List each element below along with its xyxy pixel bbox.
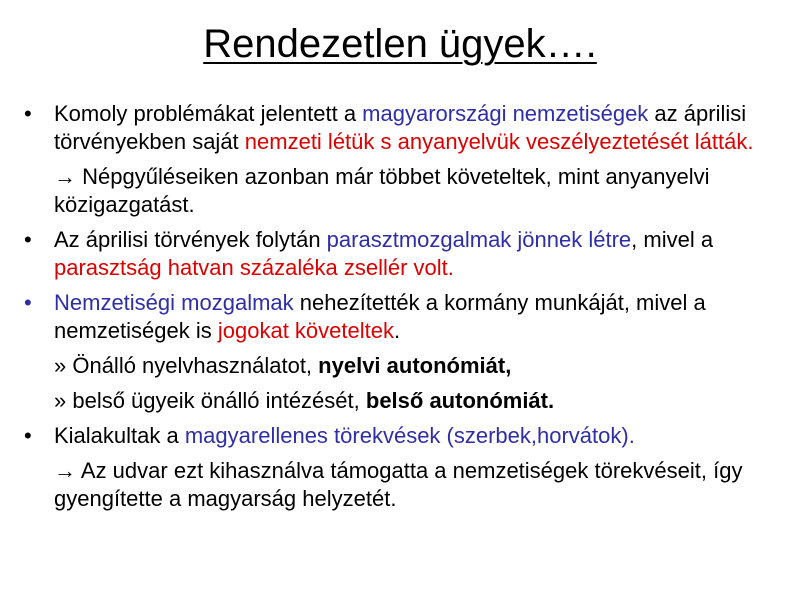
text-segment: magyarországi nemzetiségek — [362, 101, 649, 126]
text-segment: belső autonómiát. — [365, 388, 555, 413]
text-segment: parasztság hatvan százaléka zsellér volt. — [54, 255, 454, 280]
sub-item — [22, 387, 792, 415]
text-segment: » belső ügyeik önálló intézését, — [54, 388, 366, 413]
bullet-dot: • — [24, 227, 32, 252]
sub-item — [22, 457, 792, 513]
bullet-dot: • — [24, 290, 32, 315]
bullet-item — [22, 422, 792, 450]
bullet-item — [22, 226, 792, 282]
bullet-item — [22, 100, 792, 156]
text-segment: nyelvi autonómiát, — [318, 353, 512, 378]
text-segment: az áprilisi törvényekben saját — [54, 101, 747, 154]
sub-item — [22, 163, 792, 219]
text-segment: Nemzetiségi mozgalmak — [54, 290, 294, 315]
slide-body — [22, 100, 792, 520]
text-segment: parasztmozgalmak jönnek létre — [326, 227, 632, 252]
text-segment: → Az udvar ezt kihasználva támogatta a nemzetiségek törekvéseit, így gyengítette a magyarság helyzetét. — [54, 458, 743, 511]
text-segment: . — [393, 318, 401, 343]
text-segment: → Népgyűléseiken azonban már többet követeltek, mint anyanyelvi közigazgatást. — [54, 164, 710, 217]
text-segment: magyarellenes törekvések (szerbek,horvátok). — [184, 423, 635, 448]
text-segment: Az áprilisi törvények folytán — [54, 227, 327, 252]
text-segment: , mivel a — [631, 227, 714, 252]
text-segment: nemzeti létük s anyanyelvük veszélyeztetését látták. — [244, 129, 754, 154]
text-segment: » Önálló nyelvhasználatot, — [54, 353, 319, 378]
text-segment: jogokat követeltek — [217, 318, 394, 343]
sub-item — [22, 352, 792, 380]
text-segment: Komoly problémákat jelentett a — [54, 101, 363, 126]
text-segment: Kialakultak a — [54, 423, 185, 448]
bullet-dot: • — [24, 423, 32, 448]
slide-title: Rendezetlen ügyek…. — [203, 22, 597, 66]
text-segment: nehezítették a kormány munkáját, mivel a nemzetiségek is — [54, 290, 706, 343]
bullet-dot: • — [24, 101, 32, 126]
bullet-item — [22, 289, 792, 345]
